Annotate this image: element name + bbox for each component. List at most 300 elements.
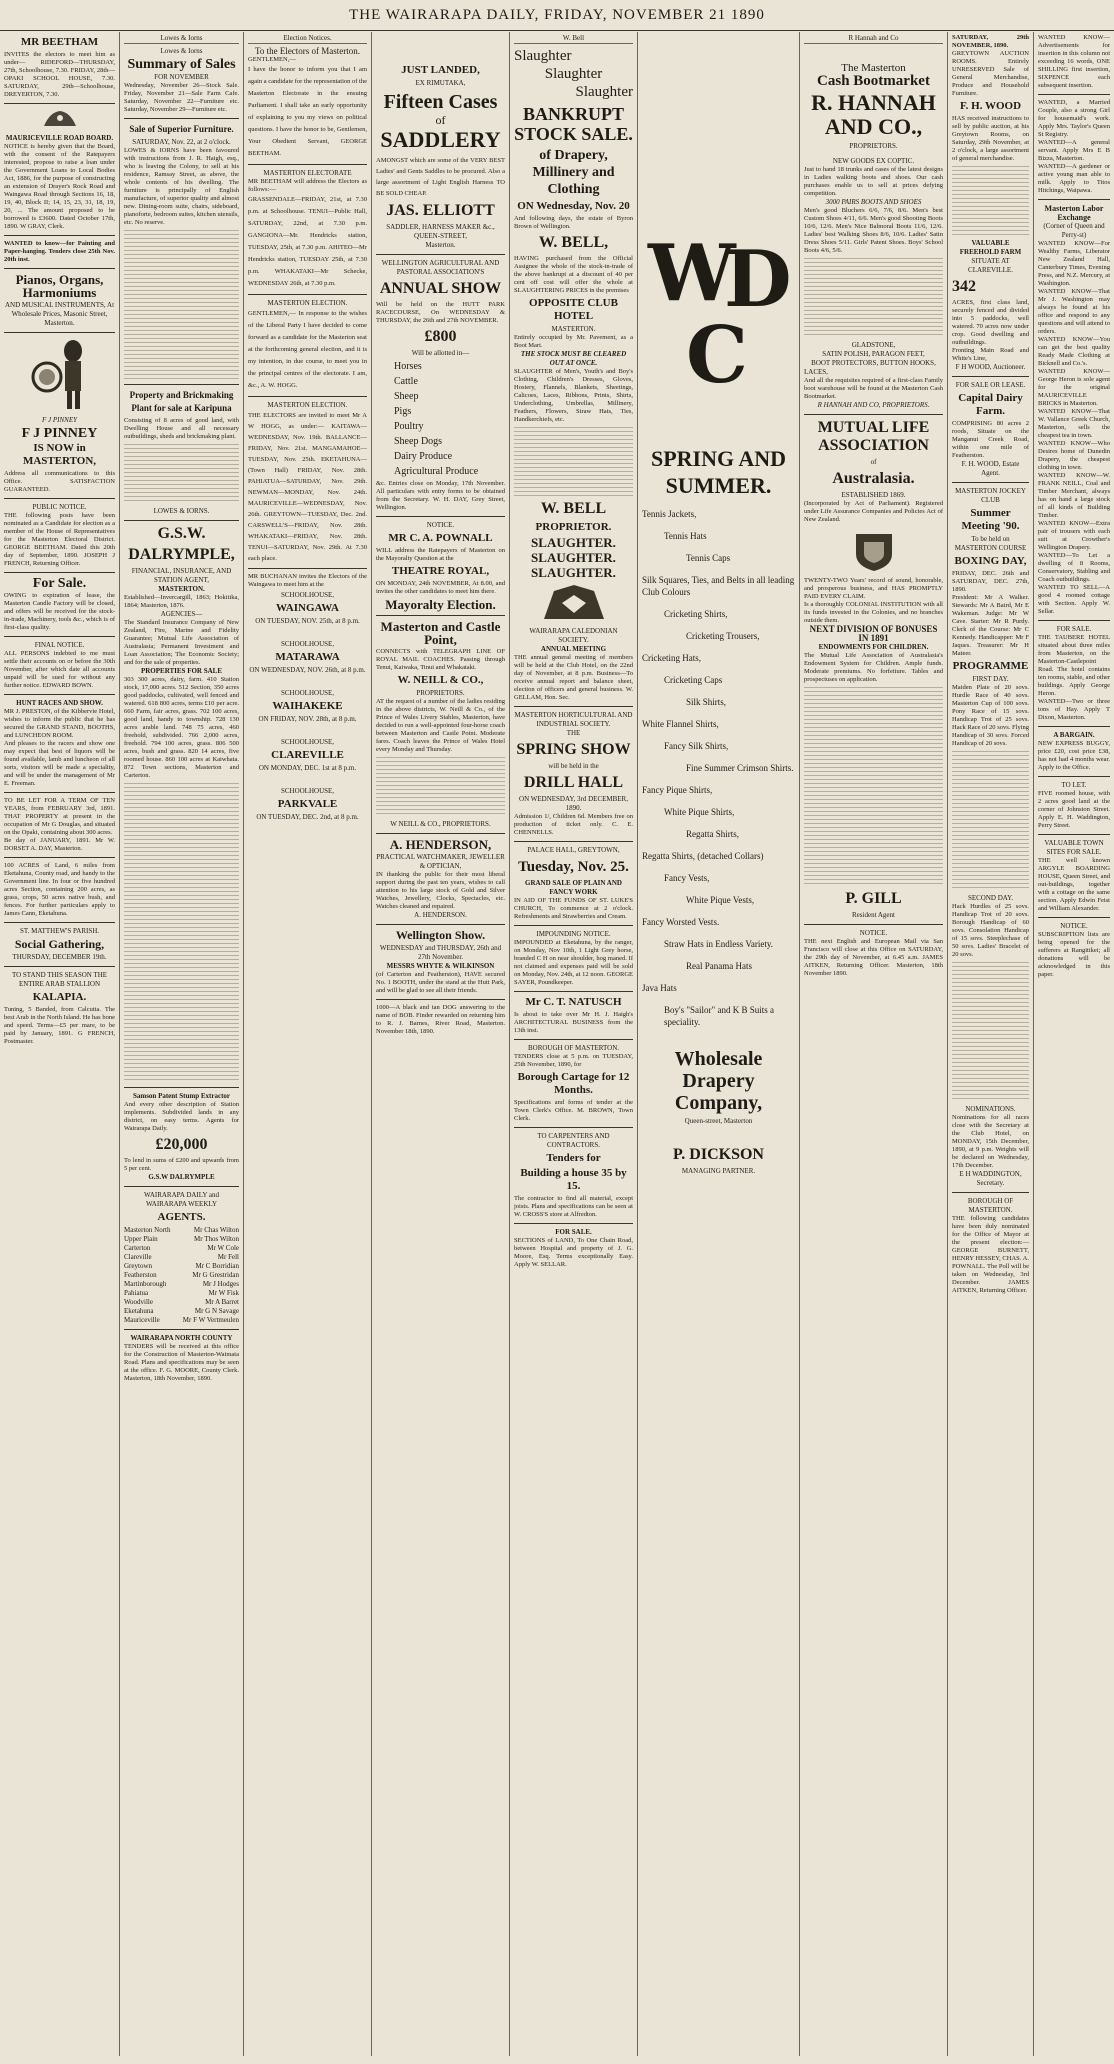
- final-notice-text: ALL PERSONS indebted to me must settle their accounts on or before the 30th November, after which date all accounts unpaid will be sued for without any further notice. EDWARD BOWN.: [4, 650, 115, 689]
- divider: [376, 833, 505, 834]
- slaughter-line-1: Slaughter: [514, 48, 572, 64]
- text-filler: [952, 962, 1029, 1102]
- slaughter-caps-2: SLAUGHTER.: [531, 550, 616, 565]
- meeting-text: THE annual general meeting of members will be held at the Club Hotel, on the 22nd day of November, at 8 p.m. Business—To receive annual report and balance sheet, election of officers and general business. W. GELLAM, Hon. Sec.: [514, 654, 633, 701]
- events-day-2: Hack Hurdles of 25 sovs. Handicap Trot of 20 sovs. Borough Handicap of 60 sovs. Consolation Handicap of 15 sovs. Steeplechase of 50 sovs. Ladies' Bracelet of 20 sovs.: [952, 903, 1029, 958]
- dalrymple-title: DALRYMPLE,: [128, 546, 235, 563]
- divider: [514, 841, 633, 842]
- grand-sale-title: GRAND SALE OF PLAIN AND FANCY WORK: [525, 879, 622, 896]
- waihakeke-date: ON FRIDAY, NOV. 28th, at 8 p.m.: [258, 715, 357, 723]
- for-sale-text-2: SECTIONS of LAND, To One Chain Road, between Hospital and property of J. G. Moore, Esq. Terms exceptionally Easy. Apply W. SELLAR.: [514, 1237, 633, 1268]
- clothing-item: Silk Shirts,: [686, 697, 727, 707]
- building-title: Building a house 35 by 15.: [520, 1167, 627, 1192]
- sales-list: Wednesday, November 26—Stock Sale. Friday, November 21—Sale Farm Cafe. Saturday, November 22—Furniture etc. Saturday, November 29—Furniture etc.: [124, 82, 239, 113]
- divider: [376, 615, 505, 616]
- wanted-5: WANTED KNOW—For Wealthy Farms, Liberator New Zealand Hall, Canterbury Times, Evening Press, and N.Z. Mercury, at Washington.: [1038, 240, 1110, 287]
- bell-note: Entirely occupied by Mr. Pavement, as a Boot Mart.: [514, 334, 633, 349]
- beetham-meetings: GRASSENDALE—FRIDAY, 21st, at 7.30 p.m. at Schoolhouse. TENUI—Public Hall, SATURDAY, 22nd, at 7.30 p.m. GANGIONA—Mr. Hendricks station, TUESDAY, 25th, at 7.30 p.m. AHITEO—Mr Hendricks station, TUESDAY 25th, at 7.30 p.m. WHAKATAKI—Mr Schecke, WEDNESDAY 26th, at 7.30 p.m.: [248, 196, 367, 287]
- schoolhouse-label: SCHOOLHOUSE,: [280, 640, 335, 648]
- held-label: will be held in the: [548, 762, 599, 770]
- clothing-item: White Flannel Shirts,: [642, 719, 719, 729]
- of-label: of: [435, 113, 446, 127]
- furniture-text: LOWES & IORNS have been favoured with instructions from J. R. Haigh, esq., who is leaving the Colony, to sell at his residence, Ramsay Street, as above, the whole contents of his dwelling. The furniture is principally of English manufacture, of superior quality and almost new. Dining-room suite, chairs, sideboard, pianoforte, bedroom suites, kitchen utensils, etc. No reserve.: [124, 147, 239, 226]
- county-text: TENDERS will be received at this office for the Construction of Masterton-Waimata Road. Plans and specifications may be seen at the office. F. G. MOORE, County Clerk. Masterton, 18th November, 1890.: [124, 1343, 239, 1382]
- waihakeke-title: WAIHAKEKE: [272, 700, 343, 712]
- agent-town: Greytown: [124, 1262, 152, 1270]
- first-day: FIRST DAY.: [972, 675, 1009, 683]
- boot-protectors-label: BOOT PROTECTORS, BUTTON HOOKS,: [811, 359, 936, 367]
- property-title: Property and Brickmaking Plant for sale at Karipuna: [129, 390, 234, 413]
- agent-row: [124, 1226, 239, 1235]
- show-class-item: Cattle: [394, 376, 418, 387]
- clothing-item: Real Panama Hats: [686, 961, 752, 971]
- wanted-13: WANTED—To Let a dwelling of 8 Rooms, Conservatory, Stabling and Coach outbuildings.: [1038, 552, 1110, 583]
- agent-row: [124, 1316, 239, 1325]
- column-4: [372, 32, 510, 2056]
- notice-title-2: NOTICE.: [1060, 922, 1088, 930]
- show-class-item: Sheep Dogs: [394, 436, 443, 447]
- stump-title: Samson Patent Stump Extractor: [132, 1092, 231, 1100]
- wellington-show-date: WEDNESDAY and THURSDAY, 26th and 27th November.: [379, 944, 502, 961]
- for-sale-title: For Sale.: [32, 576, 87, 591]
- divider: [1038, 776, 1110, 777]
- twenty-two-years: TWENTY-TWO Years' record of sound, honorable, and prosperous business, and HAS PROMPTLY PAID EVERY CLAIM.: [804, 577, 943, 600]
- exchange-title: Masterton Labor Exchange: [1044, 204, 1104, 222]
- agent-row: [124, 1262, 239, 1271]
- agent-town: Woodville: [124, 1298, 153, 1306]
- hannah-text: Just to hand 18 trunks and cases of the latest designs in Ladies walking boots and shoes. Our cash purchases enable us to sell at prices defying competition.: [804, 166, 943, 197]
- spring-title: SPRING AND: [650, 446, 787, 471]
- hogg-letter: GENTLEMEN,— In response to the wishes of the Liberal Party I have decided to come forward as a candidate for the Masterton seat at the forthcoming general election, and it is my intention, in due course, to meet you in the principal centres of the electorate. I am, &c., A. W. HOGG.: [248, 310, 367, 389]
- wholesale-title: Wholesale Drapery Company,: [674, 1048, 763, 1114]
- show-class-item: Pigs: [394, 406, 412, 417]
- boxing-date: FRIDAY, DEC. 26th and SATURDAY, DEC. 27th, 1890.: [952, 570, 1029, 593]
- matarawa-title: MATARAWA: [275, 651, 340, 663]
- summary-sub: FOR NOVEMBER: [154, 73, 209, 81]
- endowments-text: The Mutual Life Association of Australasia's Endowment System for Children. Ample funds. Moderate premiums. No forfeiture. Tables and prospectuses on application.: [804, 652, 943, 683]
- wilkinson-text: (of Carterton and Featherston), HAVE secured No. 1 BOOTH, under the stand at the Hutt Park, and will be glad to see all their friends.: [376, 971, 505, 994]
- public-notice-text: THE following posts have been nominated as a Candidate for election as a member of the House of Representatives for the Masterton Electoral District. GEORGE BEETHAM. Dated this 20th day of September, 1890. JOSEPH J FRENCH, Returning Officer.: [4, 512, 115, 567]
- clareville-title: CLAREVILLE: [271, 749, 344, 761]
- papers-title: WAIRARAPA DAILY and WAIRARAPA WEEKLY: [143, 1191, 219, 1208]
- divider: [124, 1087, 239, 1088]
- to-let-text: TO BE LET FOR A TERM OF TEN YEARS, from FEBRUARY 3rd, 1891. THAT PROPERTY at present in the occupation of Mr G Douglas, and situated on the Opaki, containing about 300 acres.: [4, 797, 115, 836]
- bell-town: MASTERTON.: [551, 325, 596, 333]
- show-class-item: Horses: [394, 361, 422, 372]
- clothing-item: Fancy Vests,: [664, 873, 710, 883]
- theatre-title: THEATRE ROYAL,: [391, 565, 490, 577]
- text-filler: [804, 687, 943, 887]
- laces-text: And all the requisites required of a first-class Family boot warehouse will be found at the Masterton Cash Bootmarket.: [804, 377, 943, 400]
- greytown-sale-text: GREYTOWN AUCTION ROOMS. Entirely UNRESERVED Sale of General Merchandise, Produce and Household Furniture.: [952, 50, 1029, 97]
- exchange-sub: (Corner of Queen and Perry-st): [1043, 222, 1105, 239]
- wanted-8: WANTED KNOW—George Heron is sole agent for the original MAURICEVILLE BRICKS in Masterton.: [1038, 368, 1110, 407]
- cartage-text: Specifications and forms of tender at the Town Clerk's Office. M. BROWN, Town Clerk.: [514, 1099, 633, 1122]
- divider: [124, 520, 239, 521]
- borough-text: TENDERS close at 5 p.m. on TUESDAY, 25th November, 1890, for: [514, 1053, 633, 1068]
- elliott-title: JAS. ELLIOTT: [386, 202, 495, 219]
- notice-title: NOTICE.: [426, 521, 455, 529]
- tuesday-date: Tuesday, Nov. 25.: [518, 859, 629, 875]
- wanted-3: WANTED—A general servant. Apply Mrs E B Bizza, Masterton.: [1038, 139, 1110, 162]
- musician-illustration-icon: [25, 337, 95, 412]
- stump-text: And every other description of Station implements. Subdivided lands in any district, on easy terms. Agents for Wairarapa Daily.: [124, 1101, 239, 1132]
- lowes-signature: LOWES & IORNS.: [153, 507, 210, 515]
- situate: SITUATE AT CLAREVILLE.: [968, 257, 1013, 274]
- agent-row: [124, 1307, 239, 1316]
- drill-hall-title: DRILL HALL: [523, 774, 624, 791]
- slaughter-line-2: Slaughter: [544, 66, 603, 82]
- parkvale-title: PARKVALE: [277, 798, 338, 810]
- column-6: [638, 32, 800, 2056]
- held-at: To be held on MASTERTON COURSE: [954, 535, 1027, 552]
- neill-text: AT the request of a number of the ladies residing in the above districts, W. Neill & Co., of the Prince of Wales Livery Stables, Masterton, have decided to run a well-appointed four-horse coach between Masterton and Castle Point. Moderate fares. Coach leaves the Prince of Wales Hotel every Monday and Thursday.: [376, 698, 505, 753]
- waingawa-date: ON TUESDAY, NOV. 25th, at 8 p.m.: [255, 617, 360, 625]
- summer-meeting: Summer Meeting '90.: [961, 507, 1020, 532]
- divider: [952, 1192, 1029, 1193]
- wanted-7: WANTED KNOW—You can get the best quality Ready Made Clothing at Bicknell and Co.'s.: [1038, 336, 1110, 367]
- spacer: [642, 34, 795, 234]
- pownall-text: WILL address the Ratepayers of Masterton on the Mayoralty Question at the: [376, 547, 505, 562]
- clothing-item: Regatta Shirts, (detached Collars): [642, 851, 764, 861]
- for-sale-title-2: FOR SALE.: [555, 1228, 592, 1236]
- top-date: SATURDAY, 29th NOVEMBER, 1890.: [952, 34, 1029, 49]
- gsw-signature: G.S.W DALRYMPLE: [148, 1173, 215, 1181]
- monogram-d: D: [724, 234, 792, 325]
- agent-town: Clareville: [124, 1253, 152, 1261]
- agent-name: Mr Thos Wilton: [194, 1235, 239, 1243]
- wanted-2: WANTED, a Married Couple, also a strong Girl for housemaid's work. Apply Mrs. Taylor's Queen St Registry.: [1038, 99, 1110, 138]
- henderson-signature: A. HENDERSON.: [414, 911, 467, 919]
- henderson-title: A. HENDERSON,: [389, 837, 492, 852]
- divider: [4, 966, 115, 967]
- events-day-1: Maiden Plate of 20 sovs. Hurdle Race of 40 sovs. Masterton Cup of 100 sovs. Pony Race of 15 sovs. Handicap Trot of 25 sovs. Hack Race of 20 sovs. Flying Handicap of 30 sovs. Forced Handicap of 20 sovs.: [952, 684, 1029, 747]
- column-runner: Lowes & Iorns: [124, 34, 239, 44]
- henderson-text: IN thanking the public for their most liberal support during the past ten years, wishes to call attention to his large stock of Gold and Silver Watches, Jewellery, Clocks, Spectacles, etc. Watches cleaned and repaired.: [376, 871, 505, 910]
- lost-dog-text: 1000—A black and tan DOG answering to the name of BOB. Finder rewarded on returning him to R. J. Barnes, River Road, Masterton. November 18th, 1890.: [376, 1004, 505, 1035]
- divider: [804, 924, 943, 925]
- beetham-title: MR BEETHAM: [20, 36, 99, 48]
- gladstone-title: GLADSTONE,: [851, 341, 896, 349]
- agent-town: Eketahuna: [124, 1307, 154, 1315]
- divider: [4, 103, 115, 104]
- wanted-11: WANTED KNOW—W. FRANK NEILL, Coal and Timber Merchant, always has on hand a large stock of all kinds of Building Timber.: [1038, 472, 1110, 519]
- divider: [4, 694, 115, 695]
- pinney-illustration-caption: F J PINNEY: [42, 416, 77, 424]
- divider: [248, 164, 367, 165]
- church-title: ST. MATTHEW'S PARISH.: [19, 927, 100, 935]
- saddle-text: AMONGST which are some of the VERY BEST Ladies' and Gents Saddles to be procured. Also a large assortment of Light English Harness TO BE SOLD CHEAP.: [376, 157, 505, 197]
- drill-date: ON WEDNESDAY, 3rd DECEMBER, 1890.: [519, 795, 628, 812]
- final-notice-title: FINAL NOTICE.: [34, 641, 85, 649]
- australasia-title: Australasia.: [832, 470, 915, 487]
- column-7: [800, 32, 948, 2056]
- pinney-sub: IS NOW in MASTERTON,: [22, 442, 97, 467]
- mail-notice-text: THE next English and European Mail via San Francisco will close at this Office on SATURDAY, the 29th day of November, at 6.45 a.m. JAMES AITKEN, Returning Officer. Masterton, 18th November 1890.: [804, 938, 943, 977]
- divider: [1038, 917, 1110, 918]
- clothing-item: Regatta Shirts,: [686, 829, 739, 839]
- building-text: The contractor to find all material, except joists. Plans and specifications can be seen at W. CROSS'S store at Alfredton.: [514, 1195, 633, 1218]
- fhw-signature-2: F. H. WOOD, Estate Agent.: [961, 460, 1020, 477]
- text-filler: [124, 230, 239, 380]
- to-let-title: TO LET.: [1061, 781, 1087, 789]
- stock-cleared: THE STOCK MUST BE CLEARED OUT AT ONCE.: [520, 350, 627, 367]
- clothing-item: Tennis Jackets,: [642, 509, 697, 519]
- nominations-text: Nominations for all races close with the Secretary at the Club Hotel, on MONDAY, 15th December, 1890, at 9 p.m. Weights will be declared on Wednesday, 17th December.: [952, 1114, 1029, 1169]
- dalrymple-established: Established—Invercargill, 1863; Hokitika, 1864; Masterton, 1876.: [124, 594, 239, 609]
- agent-name: Mr G Grestridan: [192, 1271, 239, 1279]
- price-amount: £20,000: [155, 1136, 208, 1153]
- divider: [514, 1127, 633, 1128]
- hogg-meetings: THE ELECTORS are invited to meet Mr A W HOGG, as under:— KAITAWA—WEDNESDAY, Nov. 19th. BALLANCE—FRIDAY, Nov. 21st. MANGAMAHOE—TUESDAY, Nov. 25th. EKETAHUNA—(Town Hall) FRIDAY, Nov. 28th. PAHIATUA—SATURDAY, Nov. 29th. NEWMAN—MONDAY, Nov. 24th. MAURICEVILLE—WEDNESDAY, Nov. 26th. GREYTOWN—TUESDAY, Dec. 2nd. CARSWELL'S—FRIDAY, Nov. 28th. WHAKATAKI—FRIDAY, Nov. 28th. TENUI—SATURDAY, Nov. 29th. At 7.30 each place.: [248, 412, 367, 562]
- agent-town: Featherston: [124, 1271, 157, 1279]
- bankrupt-title: BANKRUPT STOCK SALE.: [514, 104, 633, 144]
- the-label: THE: [566, 729, 581, 737]
- agent-row: [124, 1235, 239, 1244]
- divider: [248, 294, 367, 295]
- agent-name: Mr W Cole: [207, 1244, 239, 1252]
- county-title: WAIRARAPA NORTH COUNTY: [130, 1334, 233, 1342]
- mutual-title: MUTUAL LIFE ASSOCIATION: [817, 419, 930, 454]
- established-label: ESTABLISHED 1869.: [841, 491, 906, 499]
- mutual-text: (Incorporated by Act of Parliament). Registered under Life Assurance Companies and Policies Act of New Zealand.: [804, 500, 943, 523]
- public-notice-title: PUBLIC NOTICE.: [32, 503, 87, 511]
- capital-farm: Capital Dairy Farm.: [958, 392, 1023, 417]
- divider: [4, 332, 115, 333]
- hotel-text: Fronting Main Road and White's Line,: [952, 347, 1029, 362]
- stewards-text: President: Mr A Walker. Stewards: Mr A Baird, Mr E Wakeman. Judge: Mr W Cave. Starter: Mr R Purdy. Clerk of the Course: Mr C Kennedy. Handicapper: Mr F Jaques. Treasurer: Mr H Mateer.: [952, 594, 1029, 657]
- divider: [514, 706, 633, 707]
- mayor-text: THE following candidates have been duly nominated for the Office of Mayor at the present election:— GEORGE BURNETT, HENRY HESSEY, CHAS. A. POWNALL. The Poll will be taken on Wednesday, 3rd December. JAMES AITKEN, Returning Officer.: [952, 1215, 1029, 1294]
- schoolhouse-label: SCHOOLHOUSE,: [280, 689, 335, 697]
- natusch-title: Mr C. T. NATUSCH: [525, 996, 622, 1008]
- mail-notice-title: NOTICE.: [859, 929, 888, 937]
- meetings-intro: MR BEETHAM will address the Electors as follows:—: [248, 178, 367, 193]
- wanted-15: WANTED—Two or three tons of Hay. Apply T Dixon, Masterton.: [1038, 698, 1110, 721]
- to-let-text-2: FIVE roomed house, with 2 acres good land at the corner of Johnston Street. Apply E. H. Waddington, Perry Street.: [1038, 790, 1110, 829]
- pairs-title: 3000 PAIRS BOOTS AND SHOES: [825, 198, 922, 206]
- saddlery-title: SADDLERY: [380, 127, 501, 152]
- valuable-sites-text: THE well known ARGYLE BOARDING HOUSE, Queen Street, and out-buildings, together with a cottage on the same section. Apply Edwin Feist and William Alexander.: [1038, 857, 1110, 912]
- show-text: Will be held on the HUTT PARK RACECOURSE, On WEDNESDAY & THURSDAY, the 26th and 27th NOVEMBER.: [376, 301, 505, 324]
- divider: [376, 924, 505, 925]
- stallion-name: KALAPIA.: [32, 991, 87, 1003]
- sale-date: ON Wednesday, Nov. 20: [517, 200, 630, 212]
- agent-name: Mr Fell: [217, 1253, 239, 1261]
- election-title-3: MASTERTON ELECTION.: [267, 401, 348, 409]
- neill-signature: W NEILL & CO., PROPRIETORS.: [390, 820, 491, 828]
- divider: [514, 991, 633, 992]
- bell-title-2: W. BELL: [540, 500, 607, 517]
- clareville-date: ON MONDAY, DEC. 1st at 8 p.m.: [258, 764, 357, 772]
- divider: [1038, 94, 1110, 95]
- clothing-item: White Pique Shirts,: [664, 807, 735, 817]
- summer-title: SUMMER.: [665, 473, 772, 498]
- text-filler: [514, 427, 633, 497]
- bell-text: HAVING purchased from the Official Assignee the whole of the stock-in-trade of the above bankrupt at a discount of 40 per cent off cost will offer the whole at SLAUGHTERING PRICES in the premises: [514, 255, 633, 294]
- social-date: THURSDAY, DECEMBER 19th.: [12, 953, 107, 961]
- clothing-item: Silk Squares, Ties, and Belts in all leading Club Colours: [642, 575, 795, 597]
- divider: [514, 1039, 633, 1040]
- opposite-club: OPPOSITE CLUB HOTEL: [529, 297, 618, 322]
- divider: [376, 516, 505, 517]
- valuable-sites-title: VALUABLE TOWN SITES FOR SALE.: [1044, 839, 1104, 856]
- clothing-item: Fine Summer Crimson Shirts.: [686, 763, 794, 773]
- agent-row: [124, 1298, 239, 1307]
- managing-partner: MANAGING PARTNER.: [681, 1167, 756, 1175]
- properties-title: PROPERTIES FOR SALE: [140, 667, 223, 675]
- agents-list: [124, 1226, 239, 1325]
- agent-town: Masterton North: [124, 1226, 171, 1234]
- prize-amount: £800: [424, 328, 457, 345]
- divider: [4, 922, 115, 923]
- hunt-races-title: HUNT RACES AND SHOW.: [16, 699, 103, 707]
- agent-name: Mr J Hodges: [202, 1280, 239, 1288]
- hunt-races-text: MR J. PRESTON, of the Kibbervie Hotel, wishes to inform the public that he has secured the GRAND STAND, BOOTHS, and LUNCHEON ROOM.: [4, 708, 115, 739]
- wanted-1: WANTED KNOW—Advertisements for insertion in this column not exceeding 16 words, ONE SHILLING first insertion, SIXPENCE each subsequent insertion.: [1038, 34, 1110, 89]
- of-label: of: [870, 458, 877, 466]
- text-filler: [124, 783, 239, 1083]
- slaughter-caps-1: SLAUGHTER.: [531, 535, 616, 550]
- divider: [4, 792, 115, 793]
- gsw-title: G.S.W.: [157, 525, 206, 542]
- pownall-title: MR C. A. POWNALL: [388, 532, 493, 544]
- dated-text: Be day of JANUARY, 1891. Mr W. DORSET A. DAY, Masterton.: [4, 837, 115, 852]
- coat-of-arms-icon: [844, 528, 904, 573]
- hannah-title: R. HANNAH AND CO.,: [811, 90, 936, 139]
- mayoralty-title: Mayoralty Election.: [385, 597, 496, 612]
- allotted-label: Will be allotted in—: [411, 349, 470, 357]
- borough-title: BOROUGH OF MASTERTON.: [527, 1044, 620, 1052]
- mutual-text-2: Is a thoroughly COLONIAL INSTITUTION with all its funds invested in the Colonies, and no branches outside them.: [804, 601, 943, 624]
- clothing-item: Tennis Hats: [664, 531, 707, 541]
- text-filler: [124, 444, 239, 504]
- clothing-item: Cricketing Shirts,: [664, 609, 728, 619]
- agent-name: Mr C Borridian: [195, 1262, 239, 1270]
- lowes-header: Lowes & Iorns: [160, 47, 203, 55]
- impounding-title: IMPOUNDING NOTICE.: [536, 930, 611, 938]
- hannah-proprietors: PROPRIETORS.: [849, 142, 898, 150]
- parkvale-date: ON TUESDAY, DEC. 2nd, at 8 p.m.: [256, 813, 359, 821]
- furniture-date: SATURDAY, Nov. 22, at 2 o'clock.: [132, 138, 231, 146]
- hannah-signature: R HANNAH AND CO, PROPRIETORS.: [817, 401, 930, 409]
- tenders-title: Tenders for: [546, 1152, 601, 1164]
- agent-town: Pahiatua: [124, 1289, 149, 1297]
- bargain-text: NEW EXPRESS BUGGY, price £20, cost price £38, has not had 4 months wear. Apply to the Office.: [1038, 740, 1110, 771]
- acres-number: 342: [952, 278, 976, 295]
- divider: [4, 268, 115, 269]
- palace-hall: PALACE HALL, GREYTOWN,: [527, 846, 620, 854]
- property-text: Consisting of 8 acres of good land, with Dwelling House and all necessary outbuildings, sheds and brickmaking plant.: [124, 417, 239, 440]
- divider: [376, 254, 505, 255]
- slaughter-line-3: Slaughter: [575, 84, 633, 100]
- for-sale-text: OWING to expiration of lease, the Masterton Candle Factory will be closed, and offers will be received for the stock-in-trade, Machinery, tools &c., which is of first-class quality.: [4, 592, 115, 631]
- admission-text: Admission 1/, Children 6d. Members free on production of ticket only. C. E. CHENNELLS.: [514, 813, 633, 836]
- agent-name: Mr F W Vertmeulen: [182, 1316, 239, 1324]
- divider: [1038, 620, 1110, 621]
- column-3: [244, 32, 372, 2056]
- text-filler: [952, 166, 1029, 236]
- stallion-text: Tuning, 5 Banded, from Calcutta. The best Arab in the North Island. He has bone and speed. Terms—£5 per mare, to be paid by January, 1891. G FRENCH, Postmaster.: [4, 1006, 115, 1045]
- divider: [4, 235, 115, 236]
- clothing-item: Cricketing Caps: [664, 675, 723, 685]
- clothing-item: White Pique Vests,: [686, 895, 755, 905]
- clothing-item: Boy's "Sailor" and K B Suits a speciality.: [664, 1005, 774, 1027]
- schoolhouse-label: SCHOOLHOUSE,: [280, 787, 335, 795]
- divider: [124, 118, 239, 119]
- schoolhouse-label: SCHOOLHOUSE,: [280, 738, 335, 746]
- divider: [4, 636, 115, 637]
- pinney-title: F J PINNEY: [21, 426, 98, 441]
- divider: [4, 498, 115, 499]
- wanted-12: WANTED KNOW—Extra pair of trousers with each suit at Crowther's Wellington Drapery.: [1038, 520, 1110, 551]
- wanted-14: WANTED TO SELL—A good 4 roomed cottage with Section. Apply W. Sellar.: [1038, 584, 1110, 615]
- caledonian-title: WAIRARAPA CALEDONIAN SOCIETY.: [529, 627, 618, 644]
- henderson-sub: PRACTICAL WATCHMAKER, JEWELLER & OPTICIAN,: [376, 853, 505, 870]
- agent-row: [124, 1289, 239, 1298]
- valuable-farm: VALUABLE FREEHOLD FARM: [959, 239, 1022, 256]
- monogram-c: C: [686, 310, 749, 401]
- matarawa-date: ON WEDNESDAY, NOV. 26th, at 8 p.m.: [249, 666, 366, 674]
- pinney-text: Address all communications to this Office. SATISFACTION GUARANTEED.: [4, 470, 115, 493]
- resident-agent: Resident Agent: [852, 911, 895, 919]
- wanted-painting: WANTED to know—for Painting and Paper-hanging. Tenders close 25th Nov. 20th inst.: [4, 240, 115, 263]
- castle-point-title: Masterton and Castle Point,: [380, 619, 501, 647]
- clothing-item: Fancy Pique Shirts,: [642, 785, 713, 795]
- road-board-text: NOTICE is hereby given that the Board, with the consent of the Ratepayers interested, propose to raise a loan under the Government Loans to Local Bodies Act, 1886, for the purpose of constructing an extension of Drayer's Rock Road and Waingawa Road through Sections 16, 18, 19, 40, Block II; 14, 15, 23, 31, 18, 19, 20, ... The amount proposed to be borrowed is £3600. Dated October 17th, 1890. W GRAY, Clerk.: [4, 143, 115, 230]
- neill-title: W. NEILL & CO.,: [397, 674, 484, 686]
- spring-show-title: SPRING SHOW: [516, 741, 631, 758]
- wanted-6: WANTED KNOW—That Mr J. Washington may always be found at his office and respond to any questions and will attend to orders.: [1038, 288, 1110, 335]
- waingawa-title: WAINGAWA: [276, 602, 339, 614]
- agent-row: [124, 1271, 239, 1280]
- fhw-signature: F H WOOD, Auctioneer.: [955, 363, 1026, 371]
- column-runner: Election Notices.: [248, 34, 367, 44]
- gentlemen-salutation: GENTLEMEN,—: [248, 56, 296, 63]
- satin-label: SATIN POLISH, PARAGON FEET,: [822, 350, 925, 358]
- divider: [4, 857, 115, 858]
- divider: [376, 999, 505, 1000]
- annual-meeting-title: ANNUAL MEETING: [540, 645, 607, 653]
- monogram-w: W: [648, 228, 736, 319]
- divider: [952, 482, 1029, 483]
- agent-town: Upper Plain: [124, 1235, 158, 1243]
- agent-name: Mr G N Savage: [194, 1307, 239, 1315]
- wdc-monogram: [642, 228, 795, 444]
- slaughter-text: SLAUGHTER of Men's, Youth's and Boy's Clothing, Children's Dresses, Gloves, Hosiery, Flannels, Blankets, Sheetings, Calicoes, Laces, Ribbons, Prints, Shirts, Underclothing, Umbrellas, Millinery, Feathers, Flowers, Straw Hats, Ties, Handkerchiefs, etc.: [514, 368, 633, 423]
- natusch-text: Is about to take over Mr H. J. Haigh's ARCHITECTURAL BUSINESS from the 13th inst.: [514, 1011, 633, 1034]
- divider: [952, 376, 1029, 377]
- schoolhouse-label: SCHOOLHOUSE,: [280, 591, 335, 599]
- sale-or-lease: FOR SALE OR LEASE.: [955, 381, 1026, 389]
- divider: [248, 396, 367, 397]
- clothing-item: Cricketing Trousers,: [686, 631, 760, 641]
- neill-sub: PROPRIETORS.: [416, 689, 465, 697]
- castle-point-text: CONNECTS with TELEGRAPH LINE OF ROYAL MAIL COACHES. Passing through Tenui, Kaiwaka, Tinui and Whakataki.: [376, 648, 505, 671]
- for-sale-title-3: FOR SALE.: [1056, 625, 1092, 633]
- agent-row: [124, 1253, 239, 1262]
- dalrymple-sub: FINANCIAL, INSURANCE, AND STATION AGENT,: [131, 567, 232, 584]
- horticultural-title: MASTERTON HORTICULTURAL AND INDUSTRIAL SOCIETY.: [514, 711, 633, 728]
- price-text: To lend in sums of £200 and upwards from 5 per cent.: [124, 1157, 239, 1172]
- divider: [1038, 834, 1110, 835]
- pianos-title: Pianos, Organs, Harmoniums: [15, 272, 104, 300]
- agents-title: AGENTS.: [157, 1211, 206, 1223]
- fifteen-cases: Fifteen Cases: [383, 91, 498, 113]
- subscription-text: SUBSCRIPTION lists are being opened for the sufferers at Rangitikei; all donations will be acknowledged in this paper.: [1038, 931, 1110, 978]
- sale-date-text: And following days, the estate of Byron Brown of Wellington.: [514, 215, 633, 230]
- agent-town: Mauriceville: [124, 1316, 160, 1324]
